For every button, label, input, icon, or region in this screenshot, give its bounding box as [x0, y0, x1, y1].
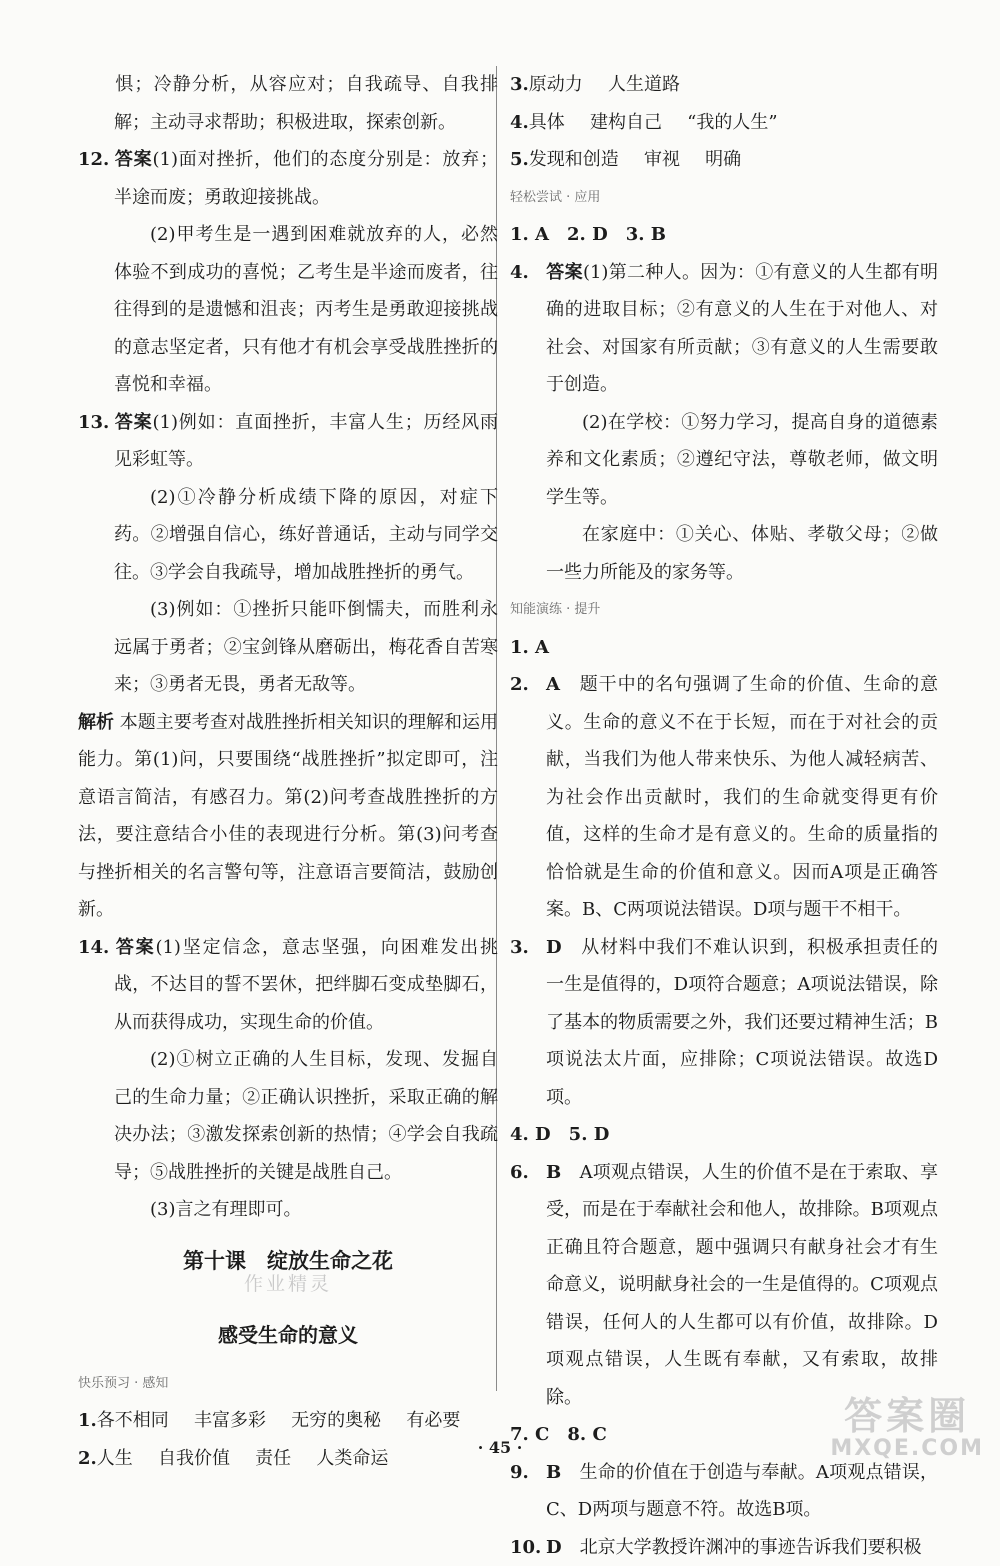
lesson-title: 感受生命的意义	[78, 1315, 498, 1355]
try4-part3: 在家庭中：①关心、体贴、孝敬父母；②做一些力所能及的家务等。	[510, 516, 938, 591]
q12-part2: (2)甲考生是一遇到困难就放弃的人，必然体验不到成功的喜悦；乙考生是半途而废者，往往得到的是遗憾和沮丧；丙考生是勇敢迎接挑战的意志坚定者，只有他才有机会享受战胜挫折的喜悦和幸福。	[78, 216, 498, 404]
try4-part2: (2)在学校：①努力学习，提高自身的道德素养和文化素质；②遵纪守法，尊敬老师，做文明学生等。	[510, 404, 938, 517]
q14-part3: (3)言之有理即可。	[78, 1191, 498, 1229]
practice-2: 2. A 题干中的名句强调了生命的价值、生命的意义。生命的意义不在于长短，而在于对社会的贡献，当我们为他人带来快乐、为他人减轻病苦、为社会作出贡献时，我们的生命就变得更有价值，这样的生命才是有意义的。生命的质量指的恰恰就是生命的价值和意义。因而A项是正确答案。B、C两项说法错误。D项与题干不相干。	[510, 666, 938, 929]
q14-part2: (2)①树立正确的人生目标，发现、发掘自己的生命力量；②正确认识挫折，采取正确的解决办法；③激发探索创新的热情；④学会自我疏导；⑤战胜挫折的关键是战胜自己。	[78, 1041, 498, 1191]
preview-item-3: 3.原动力 人生道路	[510, 66, 938, 104]
practice-4-5: 4. D 5. D	[510, 1116, 938, 1154]
watermark-url: MXQE.COM	[830, 1437, 984, 1461]
practice-10: 10. D 北京大学教授许渊冲的事迹告诉我们要积极	[510, 1529, 938, 1566]
try-answers-1-3: 1. A 2. D 3. B	[510, 216, 938, 254]
chapter-watermark: 作业精灵	[78, 1273, 498, 1295]
preview-item-4: 4.具体 建构自己 “我的人生”	[510, 104, 938, 142]
page-number: · 45 ·	[0, 1438, 1000, 1457]
right-column	[510, 66, 938, 1566]
section-preview: 快乐预习 · 感知	[78, 1365, 498, 1403]
preview-item-1: 1.各不相同 丰富多彩 无穷的奥秘 有必要	[78, 1402, 498, 1440]
watermark-logo-text: 答案圈	[830, 1395, 984, 1437]
preview-item-2: 2.人生 自我价值 责任 人类命运	[78, 1440, 498, 1478]
practice-6: 6. B A项观点错误，人生的价值不是在于索取、享受，而是在于奉献社会和他人，故排除。B项观点正确且符合题意，题中强调只有献身社会才有生命意义，说明献身社会的一生是值得的。C项观点错误，任何人的人生都可以有价值，故排除。D项观点错误，人生既有奉献，又有索取，故排除。	[510, 1154, 938, 1417]
practice-7-8: 7. C 8. C	[510, 1416, 938, 1454]
left-column	[78, 66, 498, 1477]
section-practice: 知能演练 · 提升	[510, 591, 938, 629]
q13-part2: (2)①冷静分析成绩下降的原因，对症下药。②增强自信心，练好普通话，主动与同学交往。③学会自我疏导，增加战胜挫折的勇气。	[78, 479, 498, 592]
practice-3: 3. D 从材料中我们不难认识到，积极承担责任的一生是值得的，D项符合题意；A项说法错误，除了基本的物质需要之外，我们还要过精神生活；B项说法太片面，应排除；C项说法错误。故选D项。	[510, 929, 938, 1117]
site-watermark	[830, 1395, 984, 1461]
q11-tail: 惧；冷静分析，从容应对；自我疏导、自我排解；主动寻求帮助；积极进取，探索创新。	[78, 66, 498, 141]
practice-9: 9. B 生命的价值在于创造与奉献。A项观点错误，C、D两项与题意不符。故选B项。	[510, 1454, 938, 1529]
section-try: 轻松尝试 · 应用	[510, 179, 938, 217]
q13-answer: 13. 答案(1)例如：直面挫折，丰富人生；历经风雨见彩虹等。	[78, 404, 498, 479]
chapter-title: 第十课 绽放生命之花	[78, 1241, 498, 1281]
preview-item-5: 5.发现和创造 审视 明确	[510, 141, 938, 179]
try4-answer: 4. 答案(1)第二种人。因为：①有意义的人生都有明确的进取目标；②有意义的人生在于对他人、对社会、对国家有所贡献；③有意义的人生需要敢于创造。	[510, 254, 938, 404]
q14-answer: 14. 答案(1)坚定信念，意志坚强，向困难发出挑战，不达目的誓不罢休，把绊脚石变成垫脚石，从而获得成功，实现生命的价值。	[78, 929, 498, 1042]
practice-1: 1. A	[510, 629, 938, 667]
q13-analysis: 解析 本题主要考查对战胜挫折相关知识的理解和运用能力。第(1)问，只要围绕“战胜挫折”拟定即可，注意语言简洁，有感召力。第(2)问考查战胜挫折的方法，要注意结合小佳的表现进行分析。第(3)问考查与挫折相关的名言警句等，注意语言要简洁，鼓励创新。	[78, 704, 498, 929]
q12-answer: 12. 答案(1)面对挫折，他们的态度分别是：放弃；半途而废；勇敢迎接挑战。	[78, 141, 498, 216]
q13-part3: (3)例如：①挫折只能吓倒懦夫，而胜利永远属于勇者；②宝剑锋从磨砺出，梅花香自苦寒来；③勇者无畏，勇者无敌等。	[78, 591, 498, 704]
